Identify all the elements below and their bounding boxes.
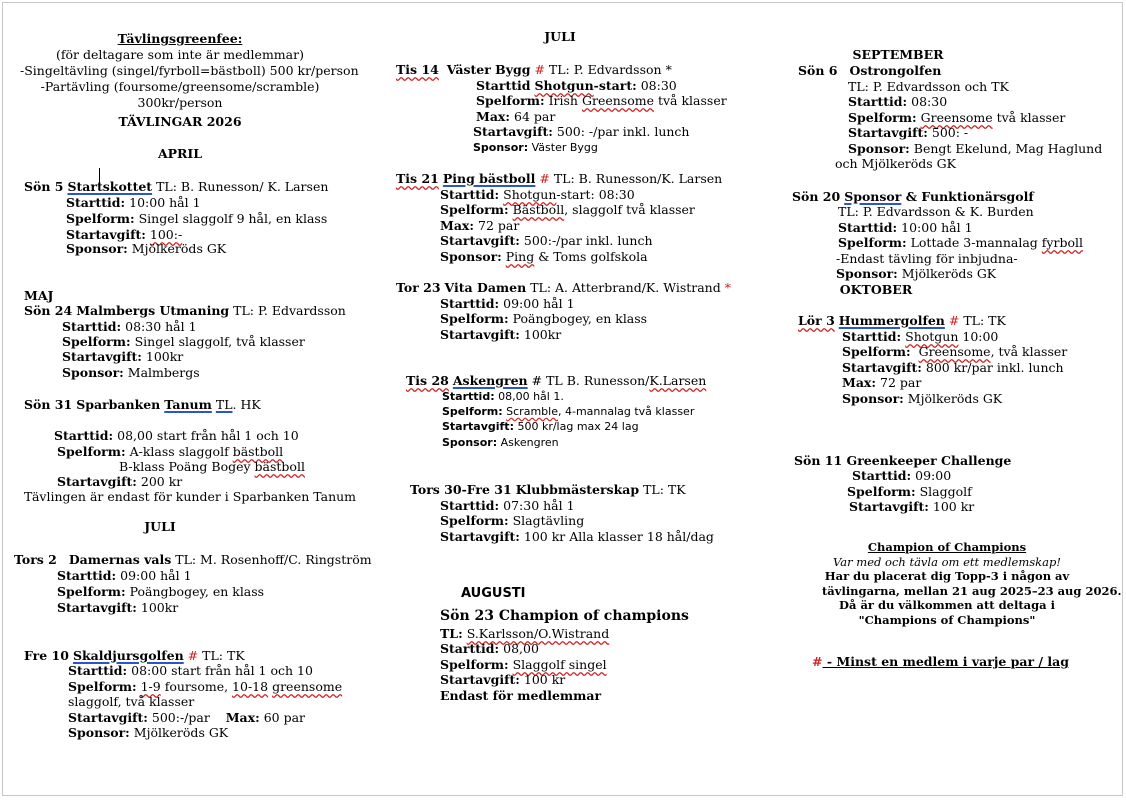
startskottet-starttid: Starttid: 10:00 hål 1	[66, 195, 201, 210]
klubb-startavgift: Startavgift: 100 kr Alla klasser 18 hål/dag	[440, 529, 714, 544]
vita-starttid: Starttid: 09:00 hål 1	[440, 296, 575, 311]
sponsor-sponsor: Sponsor: Mjölkeröds GK	[836, 266, 997, 281]
startskottet-sponsor: Sponsor: Mjölkeröds GK	[66, 241, 227, 256]
damernas-startavgift: Startavgift: 100kr	[57, 600, 179, 615]
vaster-starttid: Starttid Shotgun-start: 08:30	[476, 78, 677, 93]
month-maj: MAJ	[24, 288, 54, 303]
hummer-startavgift: Startavgift: 800 kr/par inkl. lunch	[842, 360, 1064, 375]
greenfee-subtitle: (för deltagare som inte är medlemmar)	[56, 47, 304, 62]
ostron-sponsor-2: och Mjölkeröds GK	[835, 156, 956, 171]
malmbergs-sponsor: Sponsor: Malmbergs	[62, 365, 200, 380]
month-oktober: OKTOBER	[839, 282, 913, 297]
champion-starttid: Starttid: 08,00	[440, 641, 539, 656]
month-juli-col2: JULI	[544, 29, 576, 44]
askengren-startavgift: Startavgift: 500 kr/lag max 24 lag	[442, 420, 639, 433]
ping-startavgift: Startavgift: 500:-/par inkl. lunch	[440, 233, 653, 248]
ping-max: Max: 72 par	[440, 218, 520, 233]
vita-startavgift: Startavgift: 100kr	[440, 327, 562, 342]
skaldjur-spelform-2: slaggolf, två klasser	[68, 694, 195, 709]
ping-spelform: Spelform: Bästboll, slaggolf två klasser	[440, 202, 695, 217]
champion-spelform: Spelform: Slaggolf singel	[440, 657, 607, 672]
askengren-sponsor: Sponsor: Askengren	[442, 436, 559, 449]
vaster-max: Max: 64 par	[476, 109, 556, 124]
skaldjur-startavgift: Startavgift: 500:-/par Max: 60 par	[68, 710, 306, 725]
greenkeeper-startavgift: Startavgift: 100 kr	[849, 499, 975, 514]
sponsor-spelform: Spelform: Lottade 3-mannalag fyrboll	[838, 235, 1083, 250]
event-hummergolfen: Lör 3 Hummergolfen # TL: TK	[798, 313, 1006, 328]
greenkeeper-starttid: Starttid: 09:00	[852, 468, 952, 483]
coc-line-1: Har du placerat dig Topp-3 i någon av	[824, 569, 1070, 583]
footnote: # - Minst en medlem i varje par / lag	[812, 654, 1069, 669]
startskottet-startavgift: Startavgift: 100:-	[66, 227, 183, 242]
coc-line-4: "Champions of Champions"	[858, 612, 1036, 627]
malmbergs-spelform: Spelform: Singel slaggolf, två klasser	[62, 334, 305, 349]
vaster-startavgift: Startavgift: 500: -/par inkl. lunch	[473, 124, 690, 139]
event-ostrongolfen: Sön 6 Ostrongolfen	[798, 63, 942, 78]
champion-startavgift: Startavgift: 100 kr	[440, 672, 566, 687]
askengren-spelform: Spelform: Scramble, 4-mannalag två klasser	[442, 405, 695, 418]
pair-fee-price: 300kr/person	[137, 95, 223, 110]
ostron-spelform: Spelform: Greensome två klasser	[848, 110, 1066, 125]
ostron-starttid: Starttid: 08:30	[848, 94, 948, 109]
ostron-startavgift: Startavgift: 500: -	[848, 125, 969, 140]
single-fee: -Singeltävling (singel/fyrboll=bästboll) 500 kr/person	[20, 63, 359, 78]
event-sparbanken: Sön 31 Sparbanken Tanum TL. HK	[24, 397, 261, 412]
coc-line-2: tävlingarna, mellan 21 aug 2025–23 aug 2026.	[822, 583, 1122, 598]
sponsor-invite-only: -Endast tävling för inbjudna-	[836, 251, 1018, 266]
skaldjur-sponsor: Sponsor: Mjölkeröds GK	[68, 725, 229, 740]
greenfee-title: Tävlingsgreenfee:	[117, 31, 243, 46]
month-juli-col1: JULI	[144, 519, 176, 534]
hummer-sponsor: Sponsor: Mjölkeröds GK	[842, 391, 1003, 406]
damernas-starttid: Starttid: 09:00 hål 1	[57, 568, 192, 583]
malmbergs-startavgift: Startavgift: 100kr	[62, 349, 184, 364]
champion-tl: TL: S.Karlsson/O.Wistrand	[440, 626, 610, 641]
champion-members-only: Endast för medlemmar	[440, 688, 602, 703]
event-vaster-bygg: Tis 14 Väster Bygg # TL: P. Edvardsson *	[396, 62, 672, 77]
ping-starttid: Starttid: Shotgun-start: 08:30	[440, 187, 635, 202]
sparbanken-starttid: Starttid: 08,00 start från hål 1 och 10	[54, 428, 299, 443]
coc-info	[822, 540, 1122, 627]
event-greenkeeper-challenge: Sön 11 Greenkeeper Challenge	[794, 453, 1012, 468]
sponsor-starttid: Starttid: 10:00 hål 1	[838, 220, 973, 235]
page-title: TÄVLINGAR 2026	[118, 114, 242, 129]
sparbanken-spelform: Spelform: A-klass slaggolf bästboll	[57, 444, 284, 459]
skaldjur-starttid: Starttid: 08:00 start från hål 1 och 10	[68, 663, 313, 678]
klubb-spelform: Spelform: Slagtävling	[440, 513, 585, 528]
month-september: SEPTEMBER	[852, 47, 944, 62]
event-askengren: Tis 28 Askengren # TL B. Runesson/K.Larsen	[406, 373, 707, 388]
damernas-spelform: Spelform: Poängbogey, en klass	[57, 584, 265, 599]
coc-title: Champion of Champions	[867, 540, 1027, 554]
skaldjur-spelform: Spelform: 1-9 foursome, 10-18 greensome	[68, 679, 343, 694]
coc-italic: Var med och tävla om ett medlemskap!	[833, 554, 1061, 569]
sparbanken-bklass: B-klass Poäng Bogey bästboll	[119, 459, 305, 474]
month-augusti: AUGUSTI	[461, 586, 526, 601]
ping-sponsor: Sponsor: Ping & Toms golfskola	[440, 249, 648, 264]
askengren-starttid: Starttid: 08,00 hål 1.	[442, 390, 564, 403]
hummer-max: Max: 72 par	[842, 375, 922, 390]
event-damernas-vals: Tors 2 Damernas vals TL: M. Rosenhoff/C. Ringström	[14, 552, 372, 567]
event-vita-damen: Tor 23 Vita Damen TL: A. Atterbrand/K. Wistrand *	[396, 280, 731, 295]
hummer-spelform: Spelform: Greensome, två klasser	[842, 344, 1068, 359]
event-klubbmasterskap: Tors 30-Fre 31 Klubbmästerskap TL: TK	[410, 482, 686, 497]
vaster-spelform: Spelform: Irish Greensome två klasser	[476, 93, 727, 108]
pair-fee: -Partävling (foursome/greensome/scramble)	[40, 79, 320, 94]
greenkeeper-spelform: Spelform: Slaggolf	[847, 484, 972, 499]
coc-line-3: Då är du välkommen att deltaga i	[839, 598, 1055, 612]
month-april: APRIL	[157, 146, 203, 161]
event-champion-of-champions: Sön 23 Champion of champions	[440, 608, 689, 624]
sponsor-tl: TL: P. Edvardsson & K. Burden	[838, 204, 1034, 219]
event-ping-bastboll: Tis 21 Ping bästboll # TL: B. Runesson/K. Larsen	[396, 171, 723, 186]
ostron-tl: TL: P. Edvardsson och TK	[848, 79, 1009, 94]
sparbanken-note: Tävlingen är endast för kunder i Sparbanken Tanum	[24, 489, 357, 504]
ostron-sponsor: Sponsor: Bengt Ekelund, Mag Haglund	[848, 141, 1103, 156]
startskottet-spelform: Spelform: Singel slaggolf 9 hål, en klass	[66, 211, 328, 226]
event-startskottet: Sön 5 Startskottet TL: B. Runesson/ K. Larsen	[24, 179, 329, 194]
event-skaldjursgolfen: Fre 10 Skaldjursgolfen # TL: TK	[24, 648, 245, 663]
klubb-starttid: Starttid: 07:30 hål 1	[440, 498, 575, 513]
event-malmbergs: Sön 24 Malmbergs Utmaning TL: P. Edvardsson	[24, 303, 346, 318]
hummer-starttid: Starttid: Shotgun 10:00	[842, 329, 999, 344]
event-sponsor-funktionarsgolf: Sön 20 Sponsor & Funktionärsgolf	[792, 189, 1034, 204]
malmbergs-starttid: Starttid: 08:30 hål 1	[62, 319, 197, 334]
sparbanken-startavgift: Startavgift: 200 kr	[57, 474, 183, 489]
vita-spelform: Spelform: Poängbogey, en klass	[440, 311, 648, 326]
vaster-sponsor: Sponsor: Väster Bygg	[473, 141, 598, 154]
